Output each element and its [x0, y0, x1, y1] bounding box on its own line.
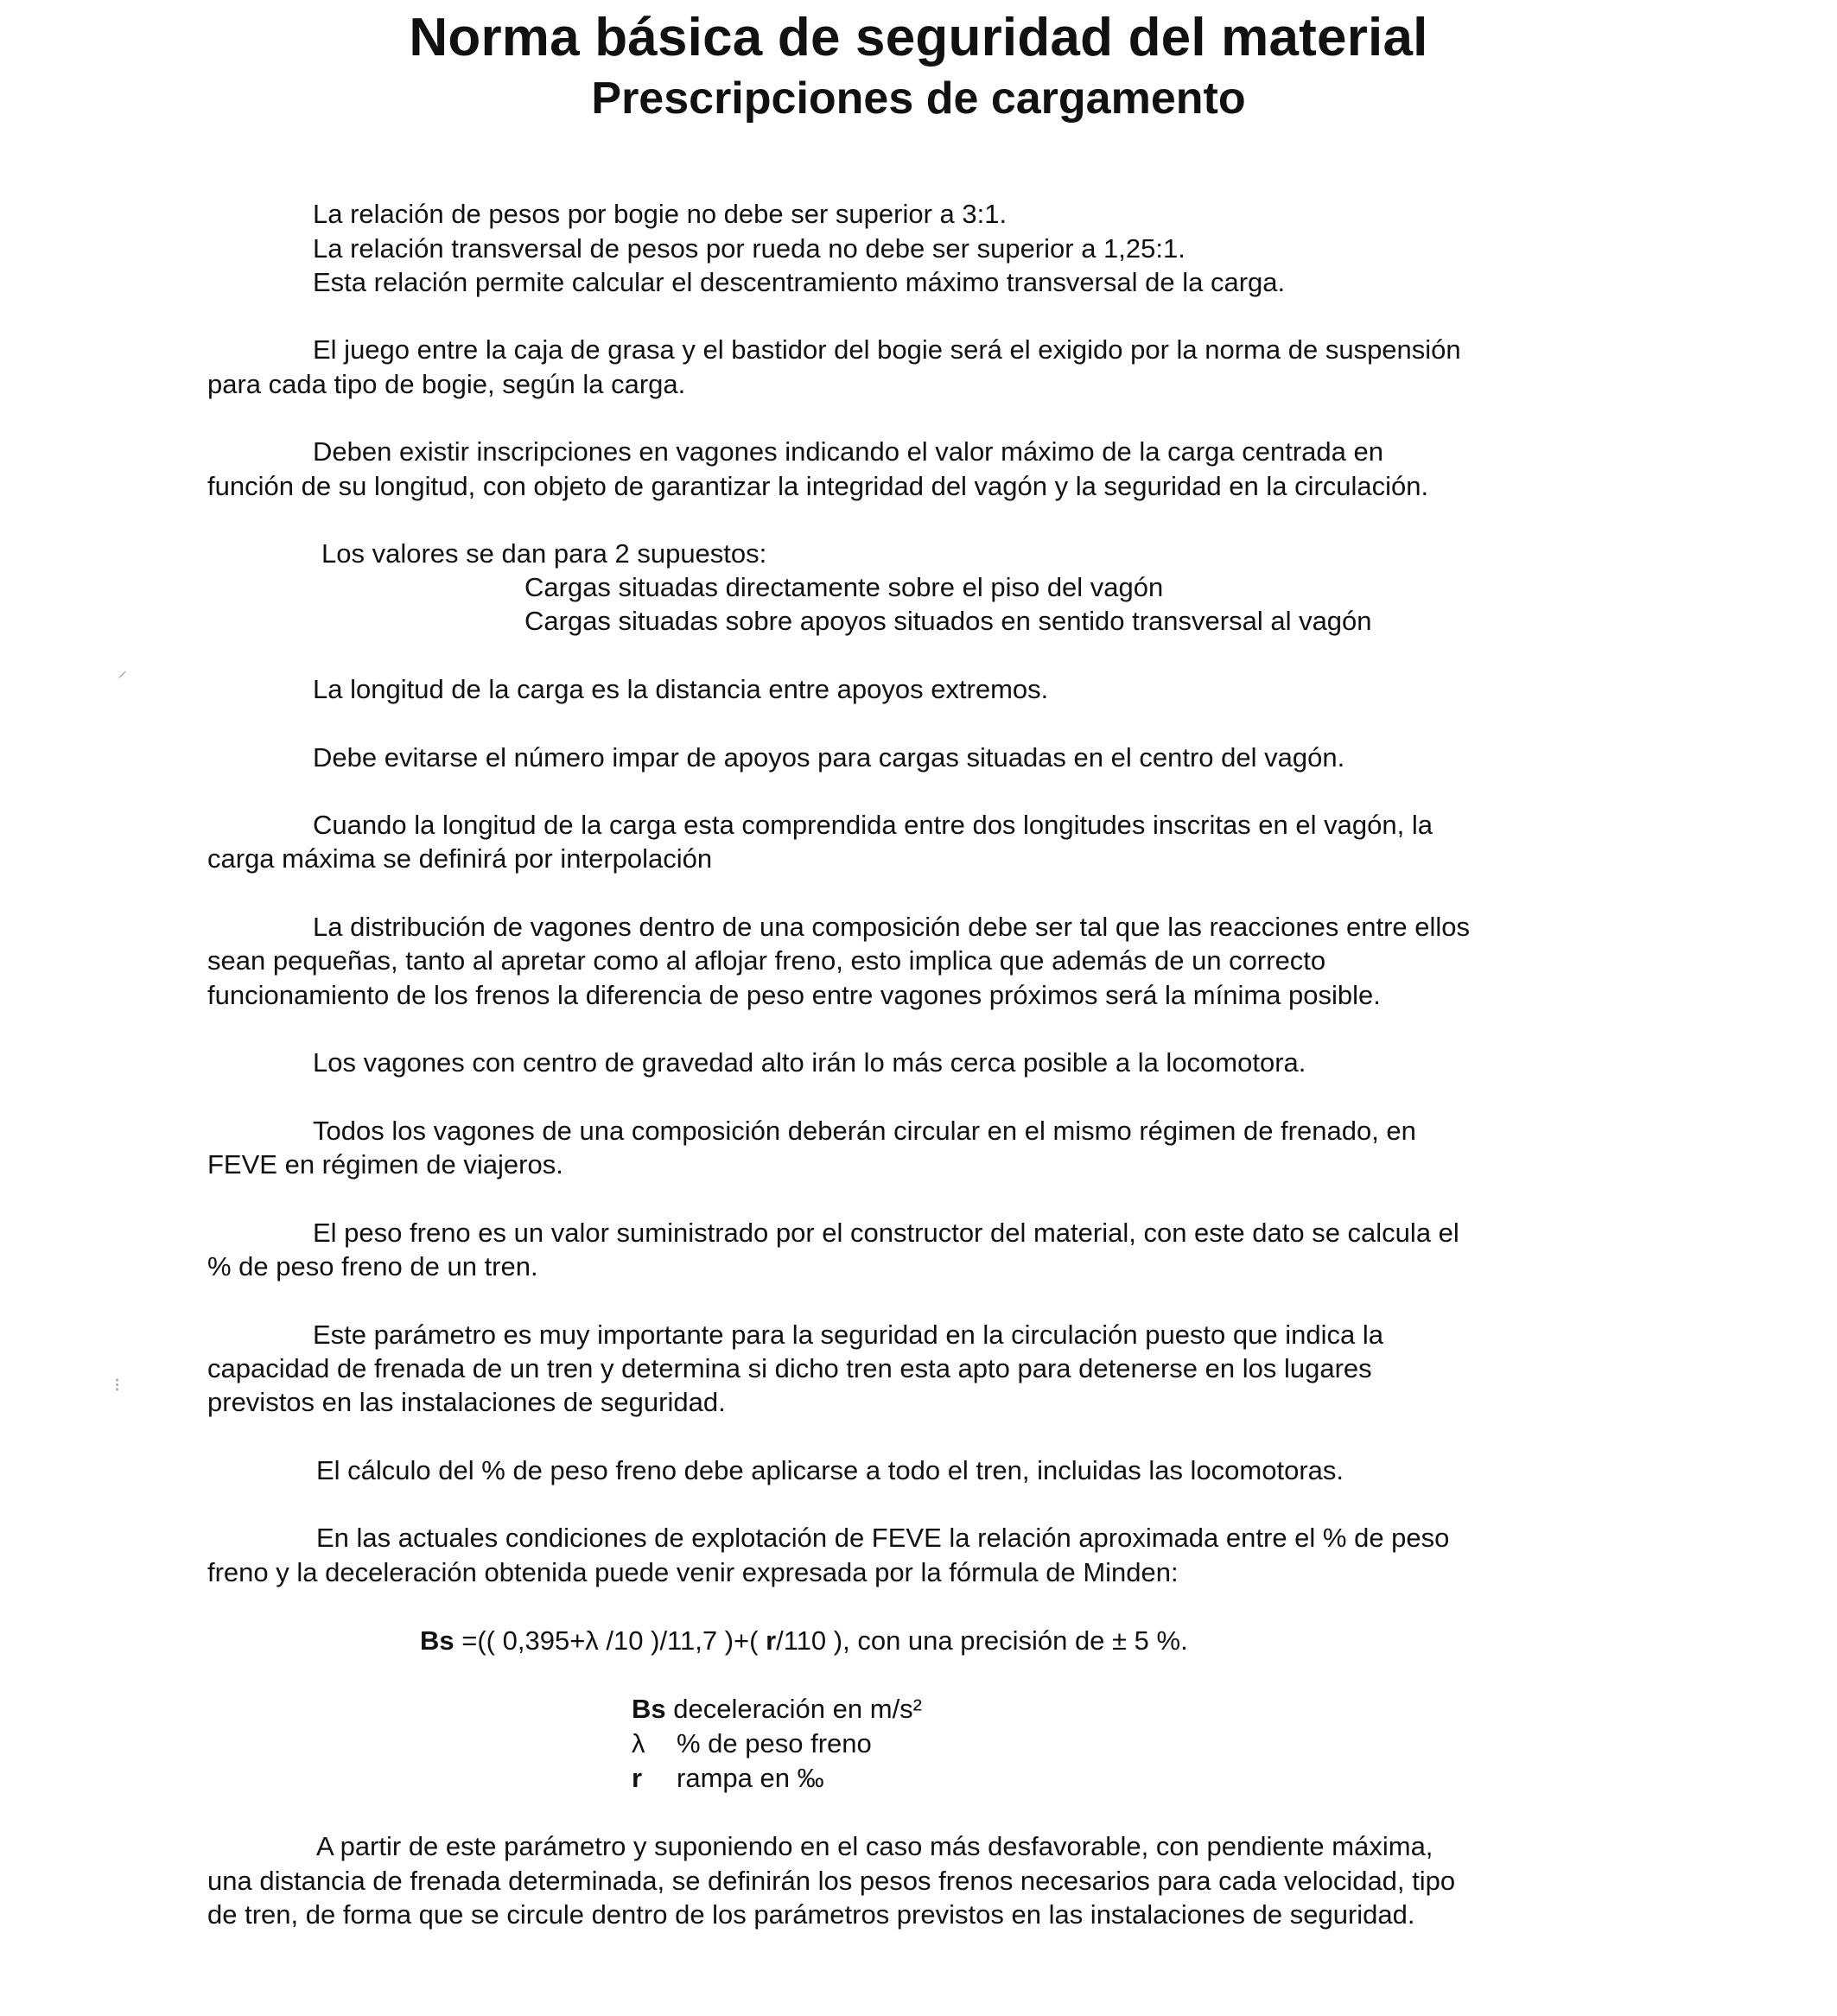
scan-speck: ⸝	[118, 659, 128, 681]
paragraph-line: Los valores se dan para 2 supuestos:	[321, 538, 767, 569]
paragraph-line: Deben existir inscripciones en vagones indicando el valor máximo de la carga centrada en	[313, 436, 1383, 467]
legend-text: deceleración en m/s²	[665, 1694, 923, 1724]
paragraph-line: Este parámetro es muy importante para la seguridad en la circulación puesto que indica la	[313, 1320, 1383, 1350]
scan-speck: ⁝	[114, 1374, 120, 1396]
formula-legend-item	[632, 1727, 872, 1761]
paragraph-line: La relación de pesos por bogie no debe ser superior a 3:1.	[313, 199, 1007, 229]
paragraph-line: capacidad de frenada de un tren y determina si dicho tren esta apto para detenerse en los lugares	[207, 1353, 1372, 1383]
paragraph-line: El cálculo del % de peso freno debe aplicarse a todo el tren, incluidas las locomotoras.	[316, 1455, 1344, 1485]
paragraph-line: Debe evitarse el número impar de apoyos para cargas situadas en el centro del vagón.	[313, 742, 1345, 773]
paragraph-line: El juego entre la caja de grasa y el bastidor del bogie será el exigido por la norma de suspensión	[313, 334, 1461, 365]
paragraph-line: En las actuales condiciones de explotación de FEVE la relación aproximada entre el % de peso	[316, 1523, 1450, 1553]
list-item: Cargas situadas directamente sobre el piso del vagón	[524, 572, 1164, 602]
formula-symbol-bs: Bs	[420, 1625, 454, 1656]
paragraph-line: La longitud de la carga es la distancia entre apoyos extremos.	[313, 674, 1049, 704]
legend-text: rampa en ‰	[677, 1763, 824, 1793]
formula-part: /110 ), con una precisión de ± 5 %.	[776, 1625, 1188, 1656]
paragraph-line: FEVE en régimen de viajeros.	[207, 1149, 563, 1180]
paragraph-line: función de su longitud, con objeto de garantizar la integridad del vagón y la seguridad en la circulación.	[207, 471, 1429, 501]
paragraph-line: freno y la deceleración obtenida puede venir expresada por la fórmula de Minden:	[207, 1557, 1179, 1587]
paragraph-line: Todos los vagones de una composición deberán circular en el mismo régimen de frenado, en	[313, 1116, 1416, 1146]
paragraph-line: El peso freno es un valor suministrado por el constructor del material, con este dato se calcula el	[313, 1218, 1459, 1248]
paragraph-line: carga máxima se definirá por interpolación	[207, 843, 713, 874]
paragraph-line: previstos en las instalaciones de seguridad.	[207, 1387, 726, 1417]
legend-symbol: r	[632, 1763, 643, 1793]
paragraph-line: Cuando la longitud de la carga esta comprendida entre dos longitudes inscritas en el vagón, la	[313, 810, 1433, 840]
formula-legend-item	[632, 1761, 824, 1796]
legend-text: % de peso freno	[677, 1728, 872, 1758]
list-item: Cargas situadas sobre apoyos situados en sentido transversal al vagón	[524, 606, 1372, 636]
formula-part: =(( 0,395+λ /10 )/11,7 )+(	[454, 1625, 766, 1656]
paragraph-line: sean pequeñas, tanto al apretar como al aflojar freno, esto implica que además de un correcto	[207, 945, 1326, 976]
paragraph-line: una distancia de frenada determinada, se definirán los pesos frenos necesarios para cada velocidad, tipo	[207, 1866, 1456, 1896]
paragraph-line: de tren, de forma que se circule dentro de los parámetros previstos en las instalaciones de seguridad.	[207, 1899, 1415, 1930]
paragraph-line: Esta relación permite calcular el descentramiento máximo transversal de la carga.	[313, 267, 1286, 297]
paragraph-line: A partir de este parámetro y suponiendo en el caso más desfavorable, con pendiente máxima,	[316, 1831, 1433, 1861]
paragraph-line: % de peso freno de un tren.	[207, 1251, 538, 1281]
legend-symbol: Bs	[632, 1694, 666, 1724]
formula-legend-item	[632, 1692, 922, 1727]
paragraph-line: funcionamiento de los frenos la diferencia de peso entre vagones próximos será la mínima posible.	[207, 980, 1381, 1010]
document-title: Norma básica de seguridad del material	[409, 8, 1428, 67]
paragraph-line: La relación transversal de pesos por rueda no debe ser superior a 1,25:1.	[313, 233, 1185, 264]
document-subtitle: Prescripciones de cargamento	[591, 73, 1246, 124]
paragraph-line: Los vagones con centro de gravedad alto irán lo más cerca posible a la locomotora.	[313, 1047, 1306, 1078]
paragraph-line: para cada tipo de bogie, según la carga.	[207, 369, 686, 399]
formula-symbol-r: r	[766, 1625, 777, 1656]
paragraph-line: La distribución de vagones dentro de una composición debe ser tal que las reacciones entre ellos	[313, 912, 1471, 942]
minden-formula	[420, 1624, 1188, 1658]
legend-symbol: λ	[632, 1728, 645, 1758]
